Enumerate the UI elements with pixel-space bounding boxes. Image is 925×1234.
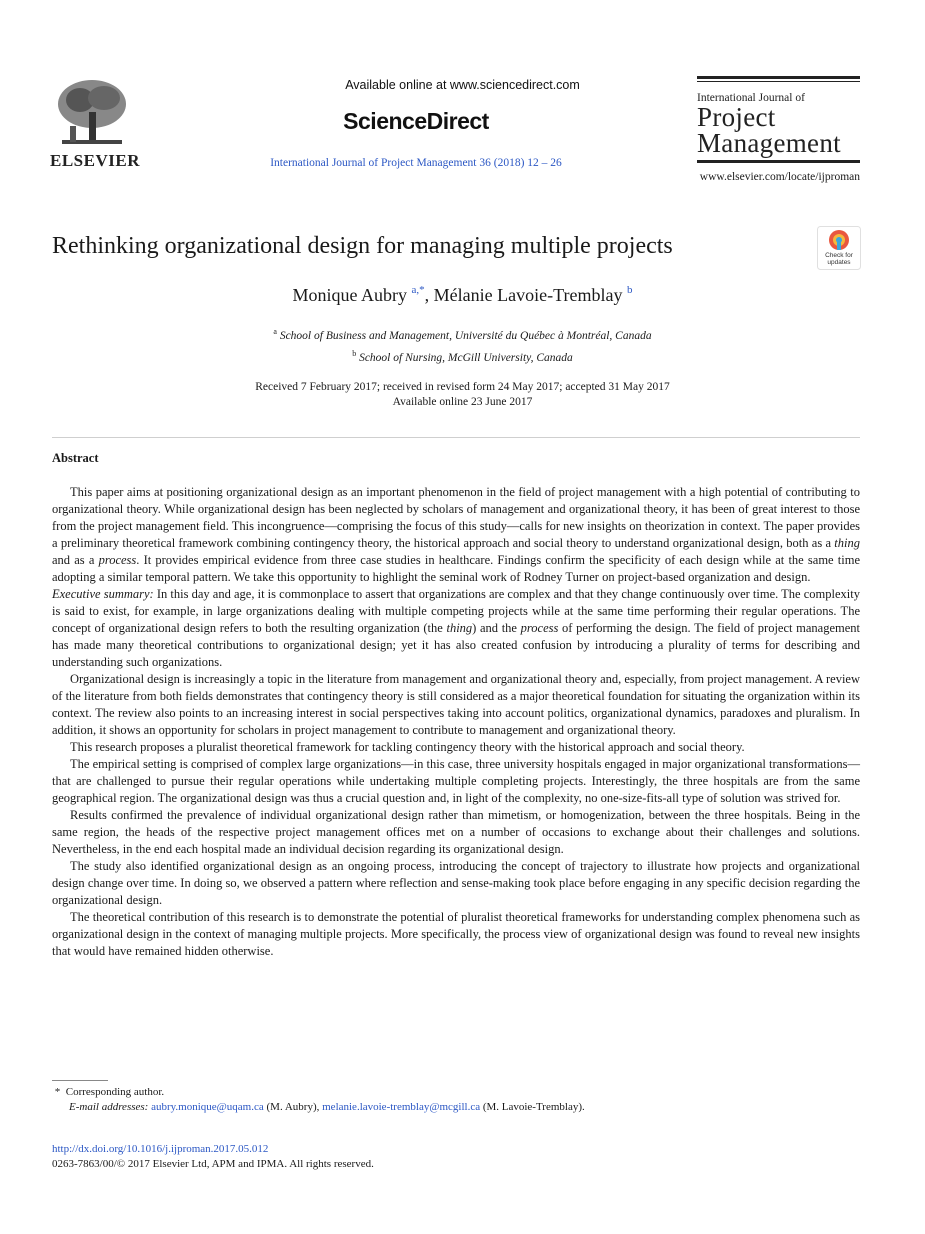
journal-masthead [697, 76, 860, 163]
author-separator: , [424, 285, 434, 305]
publisher-wordmark: ELSEVIER [50, 151, 140, 170]
corresponding-author-note: * Corresponding author. [54, 1086, 165, 1098]
author-line [0, 284, 925, 306]
abstract-paragraph: This research proposes a pluralist theoretical framework for tackling contingency theory with the historical approach and social theory. [70, 740, 745, 754]
affiliation-a [0, 323, 925, 345]
received-dates: Received 7 February 2017; received in revised form 24 May 2017; accepted 31 May 2017 [255, 381, 670, 393]
journal-url: www.elsevier.com/locate/ijproman [699, 171, 860, 183]
journal-intl-label: International Journal of [697, 92, 805, 104]
sciencedirect-logo: ScienceDirect [343, 108, 489, 134]
available-online-date: Available online 23 June 2017 [392, 396, 533, 408]
email-note: E-mail addresses: aubry.monique@uqam.ca (M. Aubry), melanie.lavoie-tremblay@mcgill.ca (M. Lavoie-Tremblay). [69, 1101, 585, 1113]
author-name: Monique Aubry [292, 285, 408, 305]
footnotes [52, 1085, 585, 1115]
check-updates-line1: Check for [825, 252, 853, 259]
section-divider [52, 437, 860, 438]
check-updates-line2: updates [827, 259, 851, 266]
masthead-rule-thin [697, 81, 860, 82]
abstract-paragraph: Results confirmed the prevalence of individual organizational design rather than mimetism, or homogenization, between the three hospitals. Being in the same region, the heads of the respective project management offices met on a number of occasions to exchange about their challenges and solutions. Nevertheless, in the end each hospital made an individual decision regarding its organizational design. [52, 808, 860, 856]
check-for-updates-badge[interactable] [817, 226, 861, 270]
footnote-rule [52, 1080, 108, 1081]
abstract-paragraph: This paper aims at positioning organizational design as an important phenomenon in the field of project management with a high potential of contributing to organizational theory. While organizational design has been neglected by scholars of management and organizational theory, it has been of great interest to those from the project management field. This incongruence—comprising the focus of this study—calls for new insights on theorization in context. The paper provides a preliminary theoretical framework combining contingency theory, the historical approach and social theory to understand organizational design, both as a thing and as a process. It provides empirical evidence from three case studies in healthcare. Findings confirm the specificity of each design while at the same time adopting a similar temporal pattern. We take this opportunity to highlight the seminal work of Rodney Turner on project-based organization and design. [52, 485, 860, 584]
abstract-paragraph: Organizational design is increasingly a topic in the literature from management and organizational theory and, especially, from project management. A review of the literature from both fields demonstrates that contingency theory is still considered as a major theoretical foundation for situating the organization within its context. The review also points to an increasing interest in social perspectives taking into account politics, organizational dynamics, paradoxes and pluralism. In addition, it shows an opportunity for scholars in project management to contribute to management and organizational theory. [52, 672, 860, 737]
masthead-rule-top [697, 76, 860, 79]
abstract-paragraph: The study also identified organizational design as an ongoing process, introducing the concept of trajectory to illustrate how projects and organizational design change over time. In doing so, we observed a pattern where reflection and sense-making took place before engaging in any specific decision regarding the organizational design. [52, 859, 860, 907]
affiliation-b [0, 345, 925, 367]
affiliation-text: School of Nursing, McGill University, Canada [359, 352, 573, 364]
copyright-line: 0263-7863/00/© 2017 Elsevier Ltd, APM and IPMA. All rights reserved. [52, 1158, 374, 1170]
journal-reference-link[interactable]: International Journal of Project Management 36 (2018) 12 – 26 [270, 157, 562, 169]
journal-name-line2: Management [697, 128, 841, 158]
email-link-aubry[interactable]: aubry.monique@uqam.ca [151, 1101, 264, 1113]
journal-name-line1: Project [697, 102, 776, 132]
masthead-rule-bottom [697, 160, 860, 163]
affiliations [0, 323, 925, 367]
abstract-paragraph: The empirical setting is comprised of complex large organizations—in this case, three university hospitals engaged in major organizational transformations—that are challenged to pursue their regular operations while undertaking multiple completing projects. Interestingly, the three hospitals are from the same geographical region. The organizational design was thus a crucial question and, in light of the complexity, no one-size-fits-all type of solution was strived for. [52, 757, 860, 805]
author-affiliation-marker[interactable]: b [626, 284, 633, 296]
available-online-text: Available online at www.sciencedirect.com [345, 78, 580, 92]
doi-link[interactable]: http://dx.doi.org/10.1016/j.ijproman.2017.05.012 [52, 1143, 269, 1155]
doi-block [52, 1142, 374, 1172]
author-affiliation-marker[interactable]: a,* [411, 284, 425, 296]
affiliation-marker: a [273, 327, 277, 336]
executive-summary-paragraph: Executive summary: In this day and age, it is commonplace to assert that organizations are complex and that they change continuously over time. The complexity is said to exist, for example, in large organizations dealing with multiple competing projects while at the same time performing their regular operations. The concept of organizational design refers to both the resulting organization (the thing) and the process of performing the design. The field of project management has made many theoretical contributions to organizational design; yet it has also created confusion by introducing a plurality of terms for describing and understanding such organizations. [52, 587, 861, 669]
affiliation-text: School of Business and Management, Université du Québec à Montréal, Canada [279, 330, 652, 342]
affiliation-marker: b [352, 349, 357, 358]
abstract-body [52, 484, 860, 960]
abstract-heading: Abstract [52, 451, 99, 465]
abstract-paragraph: The theoretical contribution of this research is to demonstrate the potential of pluralist theoretical frameworks for understanding complex phenomena such as organizational design in the context of managing multiple projects. More specifically, the process view of organizational design was found to reveal new insights that would have remained hidden otherwise. [52, 910, 860, 958]
article-dates [0, 380, 925, 410]
article-title: Rethinking organizational design for managing multiple projects [52, 233, 673, 259]
email-link-lavoie-tremblay[interactable]: melanie.lavoie-tremblay@mcgill.ca [322, 1101, 481, 1113]
author-name: Mélanie Lavoie-Tremblay [433, 285, 623, 305]
